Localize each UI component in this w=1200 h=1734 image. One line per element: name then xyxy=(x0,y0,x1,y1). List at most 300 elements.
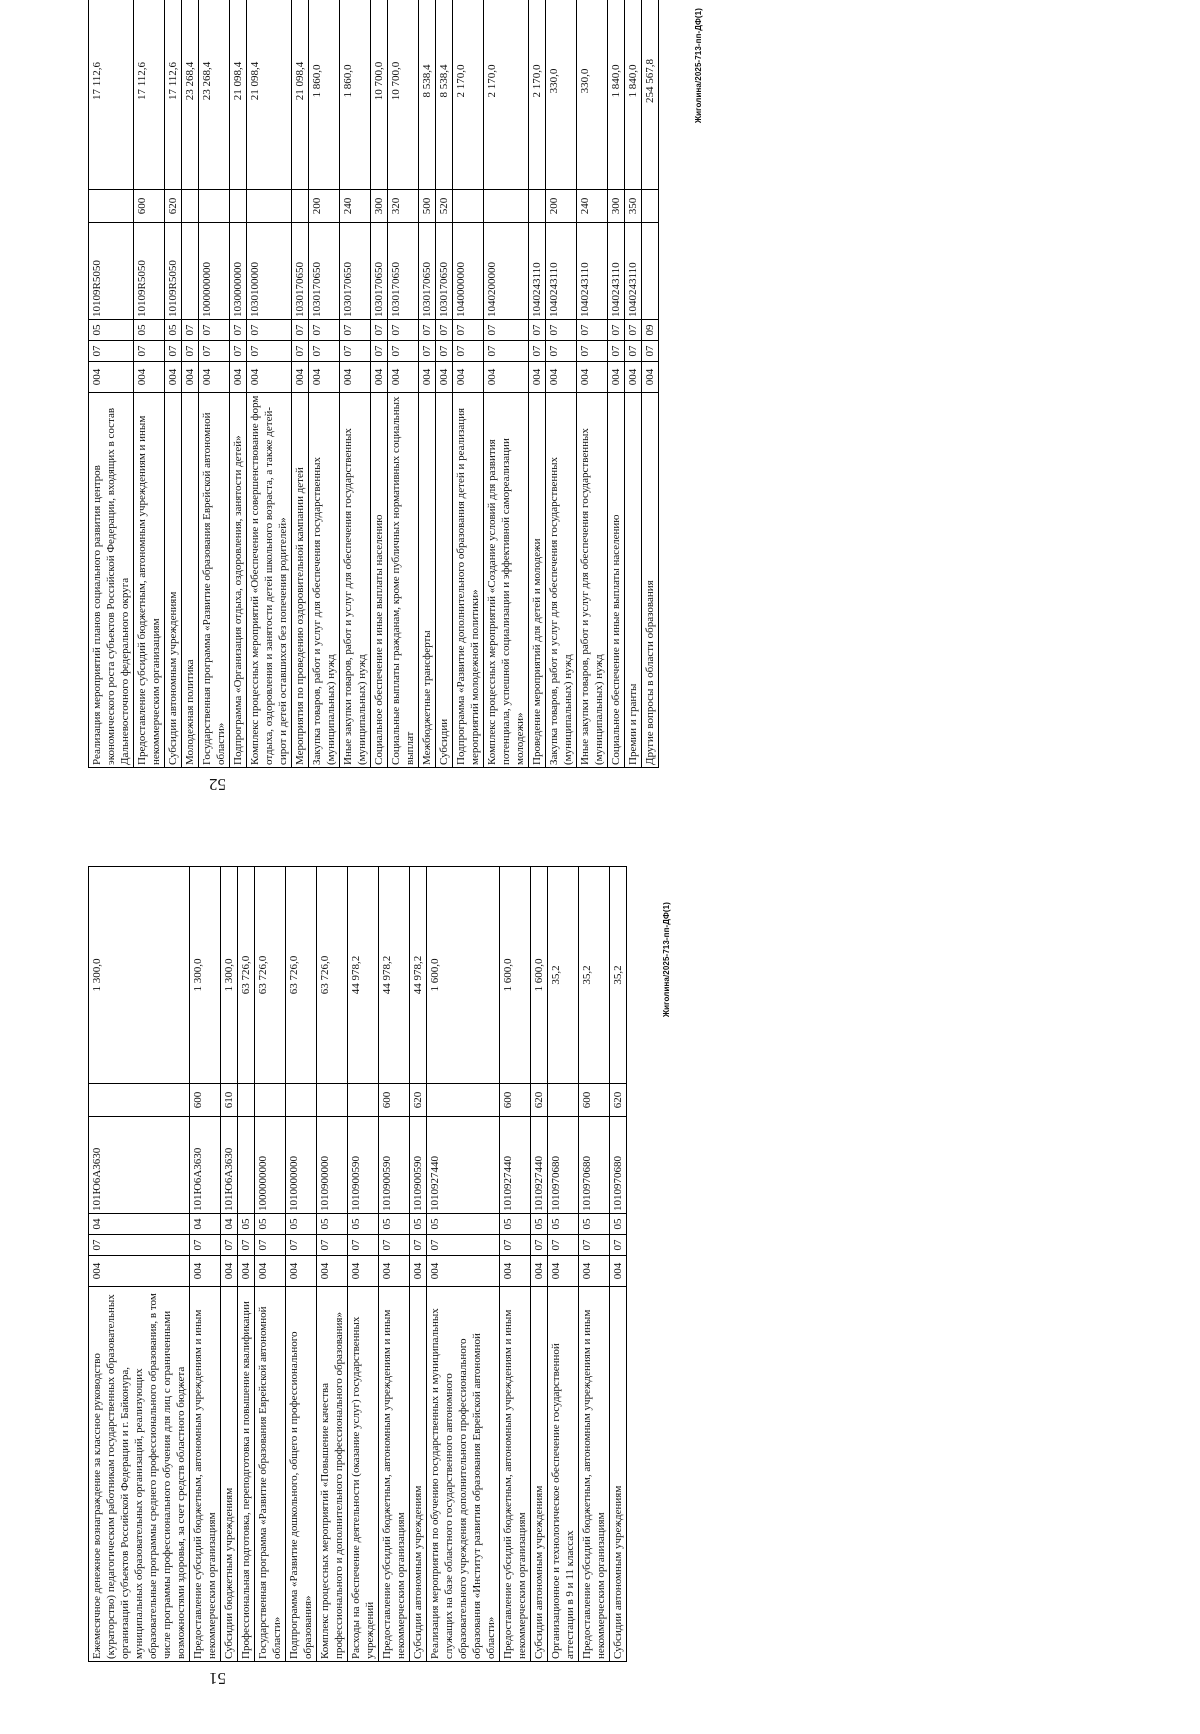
table-row xyxy=(292,0,309,768)
target-code-cell: 10109R5050 xyxy=(134,223,165,320)
section-cell: 07 xyxy=(317,1235,348,1256)
expense-type-cell: 500 xyxy=(419,190,436,223)
subsection-cell: 05 xyxy=(427,1214,500,1235)
org-code-cell: 004 xyxy=(292,362,309,393)
expense-type-cell: 300 xyxy=(371,190,388,223)
target-code-cell: 1010927440 xyxy=(500,1117,531,1214)
subsection-cell: 07 xyxy=(484,320,529,341)
row-name-cell: Подпрограмма «Организация отдыха, оздоровления, занятости детей» xyxy=(230,393,247,768)
amount-cell: 44 978,2 xyxy=(379,867,410,1084)
page-number: 51 xyxy=(209,1669,227,1688)
section-cell: 07 xyxy=(340,341,371,362)
row-name-cell: Предоставление субсидий бюджетным, автономным учреждениям и иным некоммерческим организациям xyxy=(379,1287,410,1662)
expense-type-cell: 600 xyxy=(379,1084,410,1117)
subsection-cell: 05 xyxy=(134,320,165,341)
amount-cell: 17 112,6 xyxy=(89,0,134,190)
target-code-cell: 1030100000 xyxy=(247,223,292,320)
expense-type-cell: 620 xyxy=(165,190,182,223)
org-code-cell: 004 xyxy=(340,362,371,393)
row-name-cell: Предоставление субсидий бюджетным, автономным учреждениям и иным некоммерческим организациям xyxy=(134,393,165,768)
table-row xyxy=(286,867,317,1662)
expense-type-cell: 600 xyxy=(134,190,165,223)
target-code-cell: 1010900000 xyxy=(317,1117,348,1214)
target-code-cell: 1000000000 xyxy=(199,223,230,320)
section-cell: 07 xyxy=(548,1235,579,1256)
expense-type-cell: 600 xyxy=(190,1084,221,1117)
section-cell: 07 xyxy=(230,341,247,362)
amount-cell: 23 268,4 xyxy=(182,0,199,190)
amount-cell: 63 726,0 xyxy=(255,867,286,1084)
table-row xyxy=(255,867,286,1662)
section-cell: 07 xyxy=(546,341,577,362)
subsection-cell: 05 xyxy=(610,1214,627,1235)
section-cell: 07 xyxy=(577,341,608,362)
expense-type-cell xyxy=(642,190,659,223)
subsection-cell: 04 xyxy=(89,1214,190,1235)
row-name-cell: Субсидии автономным учреждениям xyxy=(531,1287,548,1662)
expense-type-cell xyxy=(89,1084,190,1117)
org-code-cell: 004 xyxy=(529,362,546,393)
org-code-cell: 004 xyxy=(484,362,529,393)
row-name-cell: Комплекс процессных мероприятий «Повышение качества профессионального и дополнительного профессионального образования» xyxy=(317,1287,348,1662)
expense-type-cell xyxy=(529,190,546,223)
section-cell: 07 xyxy=(610,1235,627,1256)
subsection-cell: 05 xyxy=(286,1214,317,1235)
target-code-cell: 1000000000 xyxy=(255,1117,286,1214)
row-name-cell: Расходы на обеспечение деятельности (оказание услуг) государственных учреждений xyxy=(348,1287,379,1662)
section-cell: 07 xyxy=(247,341,292,362)
table-row xyxy=(348,867,379,1662)
amount-cell: 330,0 xyxy=(546,0,577,190)
row-name-cell: Предоставление субсидий бюджетным, автономным учреждениям и иным некоммерческим организациям xyxy=(190,1287,221,1662)
row-name-cell: Мероприятия по проведению оздоровительной кампании детей xyxy=(292,393,309,768)
section-cell: 07 xyxy=(436,341,453,362)
subsection-cell: 05 xyxy=(379,1214,410,1235)
amount-cell: 1 600,0 xyxy=(427,867,500,1084)
amount-cell: 1 300,0 xyxy=(190,867,221,1084)
row-name-cell: Комплекс процессных мероприятий «Обеспечение и совершенствование форм отдыха, оздоровления и занятости детей школьного возраста, а также детей-сирот и детей оставшихся без попечения родителей» xyxy=(247,393,292,768)
row-name-cell: Социальное обеспечение и иные выплаты населению xyxy=(608,393,625,768)
subsection-cell: 07 xyxy=(230,320,247,341)
subsection-cell: 07 xyxy=(608,320,625,341)
table-row xyxy=(453,0,484,768)
row-name-cell: Комплекс процессных мероприятий «Создание условий для развития потенциала, успешной социализации и эффективной самореализации молодежи» xyxy=(484,393,529,768)
budget-table xyxy=(88,0,659,768)
row-name-cell: Государственная программа «Развитие образования Еврейской автономной области» xyxy=(255,1287,286,1662)
row-name-cell: Подпрограмма «Развитие дошкольного, общего и профессионального образования» xyxy=(286,1287,317,1662)
table-row xyxy=(238,867,255,1662)
subsection-cell: 05 xyxy=(238,1214,255,1235)
expense-type-cell xyxy=(286,1084,317,1117)
table-row xyxy=(388,0,419,768)
org-code-cell: 004 xyxy=(89,1256,190,1287)
org-code-cell: 004 xyxy=(317,1256,348,1287)
table-row xyxy=(165,0,182,768)
table-row xyxy=(199,0,230,768)
row-name-cell: Государственная программа «Развитие образования Еврейской автономной области» xyxy=(199,393,230,768)
org-code-cell: 004 xyxy=(199,362,230,393)
table-body xyxy=(89,867,627,1662)
amount-cell: 1 300,0 xyxy=(221,867,238,1084)
table-row xyxy=(529,0,546,768)
section-cell: 07 xyxy=(89,1235,190,1256)
target-code-cell: 1010970680 xyxy=(548,1117,579,1214)
page-51 xyxy=(88,902,671,1688)
subsection-cell: 05 xyxy=(165,320,182,341)
amount-cell: 44 978,2 xyxy=(348,867,379,1084)
document-footer: Жиголина/2025-713-пп-ДФ(1) xyxy=(662,902,671,1018)
subsection-cell: 07 xyxy=(309,320,340,341)
amount-cell: 63 726,0 xyxy=(286,867,317,1084)
section-cell: 07 xyxy=(419,341,436,362)
section-cell: 07 xyxy=(388,341,419,362)
section-cell: 07 xyxy=(642,341,659,362)
table-row xyxy=(410,867,427,1662)
org-code-cell: 004 xyxy=(348,1256,379,1287)
expense-type-cell xyxy=(292,190,309,223)
org-code-cell: 004 xyxy=(182,362,199,393)
target-code-cell: 1010927440 xyxy=(531,1117,548,1214)
expense-type-cell: 350 xyxy=(625,190,642,223)
org-code-cell: 004 xyxy=(608,362,625,393)
subsection-cell: 07 xyxy=(529,320,546,341)
target-code-cell: 1030170650 xyxy=(292,223,309,320)
expense-type-cell xyxy=(317,1084,348,1117)
table-row xyxy=(309,0,340,768)
org-code-cell: 004 xyxy=(546,362,577,393)
target-code-cell: 1010900590 xyxy=(348,1117,379,1214)
subsection-cell: 05 xyxy=(348,1214,379,1235)
org-code-cell: 004 xyxy=(531,1256,548,1287)
target-code-cell: 1030170650 xyxy=(436,223,453,320)
amount-cell: 63 726,0 xyxy=(317,867,348,1084)
expense-type-cell xyxy=(89,190,134,223)
org-code-cell: 004 xyxy=(134,362,165,393)
target-code-cell xyxy=(182,223,199,320)
amount-cell: 10 700,0 xyxy=(371,0,388,190)
table-row xyxy=(134,0,165,768)
org-code-cell: 004 xyxy=(642,362,659,393)
expense-type-cell: 620 xyxy=(610,1084,627,1117)
expense-type-cell: 240 xyxy=(577,190,608,223)
amount-cell: 2 170,0 xyxy=(453,0,484,190)
table-row xyxy=(379,867,410,1662)
expense-type-cell xyxy=(427,1084,500,1117)
subsection-cell: 07 xyxy=(453,320,484,341)
org-code-cell: 004 xyxy=(238,1256,255,1287)
expense-type-cell xyxy=(182,190,199,223)
subsection-cell: 07 xyxy=(546,320,577,341)
subsection-cell: 05 xyxy=(531,1214,548,1235)
target-code-cell: 1010927440 xyxy=(427,1117,500,1214)
target-code-cell: 1040000000 xyxy=(453,223,484,320)
row-name-cell: Иные закупки товаров, работ и услуг для обеспечения государственных (муниципальных) нужд xyxy=(340,393,371,768)
amount-cell: 21 098,4 xyxy=(230,0,247,190)
page-number: 52 xyxy=(209,775,227,794)
target-code-cell: 101Ю6А3630 xyxy=(221,1117,238,1214)
subsection-cell: 05 xyxy=(410,1214,427,1235)
expense-type-cell: 610 xyxy=(221,1084,238,1117)
target-code-cell: 10109R5050 xyxy=(89,223,134,320)
target-code-cell: 1040243110 xyxy=(608,223,625,320)
section-cell: 07 xyxy=(531,1235,548,1256)
section-cell: 07 xyxy=(529,341,546,362)
org-code-cell: 004 xyxy=(255,1256,286,1287)
target-code-cell: 101Ю6А3630 xyxy=(89,1117,190,1214)
subsection-cell: 07 xyxy=(419,320,436,341)
expense-type-cell: 600 xyxy=(500,1084,531,1117)
section-cell: 07 xyxy=(453,341,484,362)
subsection-cell: 05 xyxy=(500,1214,531,1235)
subsection-cell: 09 xyxy=(642,320,659,341)
amount-cell: 17 112,6 xyxy=(165,0,182,190)
amount-cell: 10 700,0 xyxy=(388,0,419,190)
org-code-cell: 004 xyxy=(500,1256,531,1287)
row-name-cell: Субсидии бюджетным учреждениям xyxy=(221,1287,238,1662)
target-code-cell: 1040243110 xyxy=(625,223,642,320)
expense-type-cell xyxy=(484,190,529,223)
budget-table xyxy=(88,866,627,1662)
table-row xyxy=(548,867,579,1662)
org-code-cell: 004 xyxy=(419,362,436,393)
row-name-cell: Другие вопросы в области образования xyxy=(642,393,659,768)
row-name-cell: Предоставление субсидий бюджетным, автономным учреждениям и иным некоммерческим организациям xyxy=(579,1287,610,1662)
amount-cell: 1 300,0 xyxy=(89,867,190,1084)
row-name-cell: Реализация мероприятий планов социального развития центров экономического роста субъектов Российской Федерации, входящих в состав Дальневосточного федерального округа xyxy=(89,393,134,768)
row-name-cell: Субсидии автономным учреждениям xyxy=(610,1287,627,1662)
expense-type-cell: 300 xyxy=(608,190,625,223)
org-code-cell: 004 xyxy=(89,362,134,393)
subsection-cell: 07 xyxy=(436,320,453,341)
subsection-cell: 07 xyxy=(247,320,292,341)
org-code-cell: 004 xyxy=(577,362,608,393)
amount-cell: 1 840,0 xyxy=(608,0,625,190)
row-name-cell: Подпрограмма «Развитие дополнительного образования детей и реализация мероприятий молодежной политики» xyxy=(453,393,484,768)
org-code-cell: 004 xyxy=(625,362,642,393)
amount-cell: 35,2 xyxy=(610,867,627,1084)
section-cell: 07 xyxy=(199,341,230,362)
table-row xyxy=(182,0,199,768)
section-cell: 07 xyxy=(500,1235,531,1256)
page-52 xyxy=(88,8,703,794)
expense-type-cell xyxy=(453,190,484,223)
target-code-cell: 1010900590 xyxy=(410,1117,427,1214)
document-footer: Жиголина/2025-713-пп-ДФ(1) xyxy=(694,8,703,124)
table-row xyxy=(371,0,388,768)
subsection-cell: 07 xyxy=(292,320,309,341)
subsection-cell: 04 xyxy=(221,1214,238,1235)
subsection-cell: 05 xyxy=(89,320,134,341)
row-name-cell: Социальное обеспечение и иные выплаты населению xyxy=(371,393,388,768)
org-code-cell: 004 xyxy=(610,1256,627,1287)
org-code-cell: 004 xyxy=(410,1256,427,1287)
org-code-cell: 004 xyxy=(453,362,484,393)
target-code-cell: 1010970680 xyxy=(579,1117,610,1214)
expense-type-cell: 620 xyxy=(531,1084,548,1117)
amount-cell: 2 170,0 xyxy=(529,0,546,190)
target-code-cell xyxy=(238,1117,255,1214)
table-row xyxy=(500,867,531,1662)
section-cell: 07 xyxy=(579,1235,610,1256)
row-name-cell: Проведение мероприятий для детей и молодежи xyxy=(529,393,546,768)
row-name-cell: Молодежная политика xyxy=(182,393,199,768)
org-code-cell: 004 xyxy=(309,362,340,393)
expense-type-cell xyxy=(238,1084,255,1117)
amount-cell: 2 170,0 xyxy=(484,0,529,190)
org-code-cell: 004 xyxy=(230,362,247,393)
org-code-cell: 004 xyxy=(548,1256,579,1287)
org-code-cell: 004 xyxy=(436,362,453,393)
table-row xyxy=(642,0,659,768)
section-cell: 07 xyxy=(379,1235,410,1256)
expense-type-cell xyxy=(255,1084,286,1117)
target-code-cell: 1010970680 xyxy=(610,1117,627,1214)
subsection-cell: 07 xyxy=(182,320,199,341)
row-name-cell: Профессиональная подготовка, переподготовка и повышение квалификации xyxy=(238,1287,255,1662)
row-name-cell: Ежемесячное денежное вознаграждение за классное руководство (кураторство) педагогическим работникам государственных образовательных организаций субъектов Российской Федерации и г. Байконура, муниципальных образовательных организаций, реализующих образовательные программы среднего профессионального образования, в том числе программы профессионального обучения для лиц с ограниченными возможностями здоровья, за счет средств областного бюджета xyxy=(89,1287,190,1662)
amount-cell: 1 840,0 xyxy=(625,0,642,190)
target-code-cell: 1030170650 xyxy=(419,223,436,320)
org-code-cell: 004 xyxy=(165,362,182,393)
amount-cell: 21 098,4 xyxy=(247,0,292,190)
org-code-cell: 004 xyxy=(190,1256,221,1287)
amount-cell: 23 268,4 xyxy=(199,0,230,190)
row-name-cell: Закупка товаров, работ и услуг для обеспечения государственных (муниципальных) нужд xyxy=(309,393,340,768)
table-row xyxy=(577,0,608,768)
table-row xyxy=(89,867,190,1662)
table-row xyxy=(419,0,436,768)
expense-type-cell: 200 xyxy=(546,190,577,223)
org-code-cell: 004 xyxy=(427,1256,500,1287)
section-cell: 07 xyxy=(410,1235,427,1256)
amount-cell: 8 538,4 xyxy=(419,0,436,190)
section-cell: 07 xyxy=(608,341,625,362)
org-code-cell: 004 xyxy=(371,362,388,393)
subsection-cell: 07 xyxy=(625,320,642,341)
subsection-cell: 05 xyxy=(548,1214,579,1235)
expense-type-cell xyxy=(247,190,292,223)
org-code-cell: 004 xyxy=(579,1256,610,1287)
subsection-cell: 05 xyxy=(255,1214,286,1235)
amount-cell: 254 567,8 xyxy=(642,0,659,190)
org-code-cell: 004 xyxy=(286,1256,317,1287)
section-cell: 07 xyxy=(221,1235,238,1256)
table-row xyxy=(190,867,221,1662)
amount-cell: 1 600,0 xyxy=(531,867,548,1084)
expense-type-cell xyxy=(548,1084,579,1117)
target-code-cell: 1040243110 xyxy=(546,223,577,320)
row-name-cell: Субсидии автономным учреждениям xyxy=(410,1287,427,1662)
subsection-cell: 07 xyxy=(371,320,388,341)
subsection-cell: 04 xyxy=(190,1214,221,1235)
row-name-cell: Премии и гранты xyxy=(625,393,642,768)
section-cell: 07 xyxy=(190,1235,221,1256)
row-name-cell: Реализация мероприятия по обучению государственных и муниципальных служащих на базе областного государственного автономного образовательного учреждения дополнительного профессионального образования «Институт развития образования Еврейской автономной области» xyxy=(427,1287,500,1662)
amount-cell: 35,2 xyxy=(548,867,579,1084)
target-code-cell: 1030170650 xyxy=(388,223,419,320)
subsection-cell: 07 xyxy=(199,320,230,341)
org-code-cell: 004 xyxy=(379,1256,410,1287)
subsection-cell: 07 xyxy=(577,320,608,341)
target-code-cell: 1040243110 xyxy=(577,223,608,320)
amount-cell: 1 600,0 xyxy=(500,867,531,1084)
expense-type-cell: 520 xyxy=(436,190,453,223)
target-code-cell: 1010900590 xyxy=(379,1117,410,1214)
table-row xyxy=(531,867,548,1662)
table-row xyxy=(317,867,348,1662)
section-cell: 07 xyxy=(238,1235,255,1256)
section-cell: 07 xyxy=(286,1235,317,1256)
expense-type-cell: 600 xyxy=(579,1084,610,1117)
expense-type-cell: 200 xyxy=(309,190,340,223)
table-row xyxy=(247,0,292,768)
expense-type-cell: 620 xyxy=(410,1084,427,1117)
section-cell: 07 xyxy=(427,1235,500,1256)
table-row xyxy=(546,0,577,768)
table-row xyxy=(579,867,610,1662)
section-cell: 07 xyxy=(182,341,199,362)
table-row xyxy=(625,0,642,768)
row-name-cell: Закупка товаров, работ и услуг для обеспечения государственных (муниципальных) нужд xyxy=(546,393,577,768)
row-name-cell: Социальные выплаты гражданам, кроме публичных нормативных социальных выплат xyxy=(388,393,419,768)
subsection-cell: 05 xyxy=(317,1214,348,1235)
amount-cell: 21 098,4 xyxy=(292,0,309,190)
target-code-cell: 1010000000 xyxy=(286,1117,317,1214)
org-code-cell: 004 xyxy=(388,362,419,393)
section-cell: 07 xyxy=(89,341,134,362)
section-cell: 07 xyxy=(625,341,642,362)
target-code-cell: 1030170650 xyxy=(309,223,340,320)
subsection-cell: 07 xyxy=(340,320,371,341)
target-code-cell: 1030170650 xyxy=(371,223,388,320)
table-row xyxy=(427,867,500,1662)
table-row xyxy=(340,0,371,768)
subsection-cell: 05 xyxy=(579,1214,610,1235)
target-code-cell: 1040200000 xyxy=(484,223,529,320)
table-row xyxy=(484,0,529,768)
section-cell: 07 xyxy=(371,341,388,362)
subsection-cell: 07 xyxy=(388,320,419,341)
section-cell: 07 xyxy=(484,341,529,362)
expense-type-cell xyxy=(348,1084,379,1117)
row-name-cell: Организационное и технологическое обеспечение государственной аттестации в 9 и 11 классах xyxy=(548,1287,579,1662)
table-row xyxy=(610,867,627,1662)
target-code-cell: 1030000000 xyxy=(230,223,247,320)
amount-cell: 35,2 xyxy=(579,867,610,1084)
row-name-cell: Межбюджетные трансферты xyxy=(419,393,436,768)
org-code-cell: 004 xyxy=(221,1256,238,1287)
row-name-cell: Субсидии автономным учреждениям xyxy=(165,393,182,768)
target-code-cell: 1030170650 xyxy=(340,223,371,320)
section-cell: 07 xyxy=(165,341,182,362)
row-name-cell: Субсидии xyxy=(436,393,453,768)
table-row xyxy=(436,0,453,768)
expense-type-cell: 320 xyxy=(388,190,419,223)
table-body xyxy=(89,0,659,768)
row-name-cell: Предоставление субсидий бюджетным, автономным учреждениям и иным некоммерческим организациям xyxy=(500,1287,531,1662)
target-code-cell: 10109R5050 xyxy=(165,223,182,320)
table-row xyxy=(221,867,238,1662)
row-name-cell: Иные закупки товаров, работ и услуг для обеспечения государственных (муниципальных) нужд xyxy=(577,393,608,768)
target-code-cell: 1040243110 xyxy=(529,223,546,320)
table-row xyxy=(89,0,134,768)
section-cell: 07 xyxy=(134,341,165,362)
amount-cell: 1 860,0 xyxy=(340,0,371,190)
org-code-cell: 004 xyxy=(247,362,292,393)
section-cell: 07 xyxy=(348,1235,379,1256)
amount-cell: 63 726,0 xyxy=(238,867,255,1084)
amount-cell: 1 860,0 xyxy=(309,0,340,190)
